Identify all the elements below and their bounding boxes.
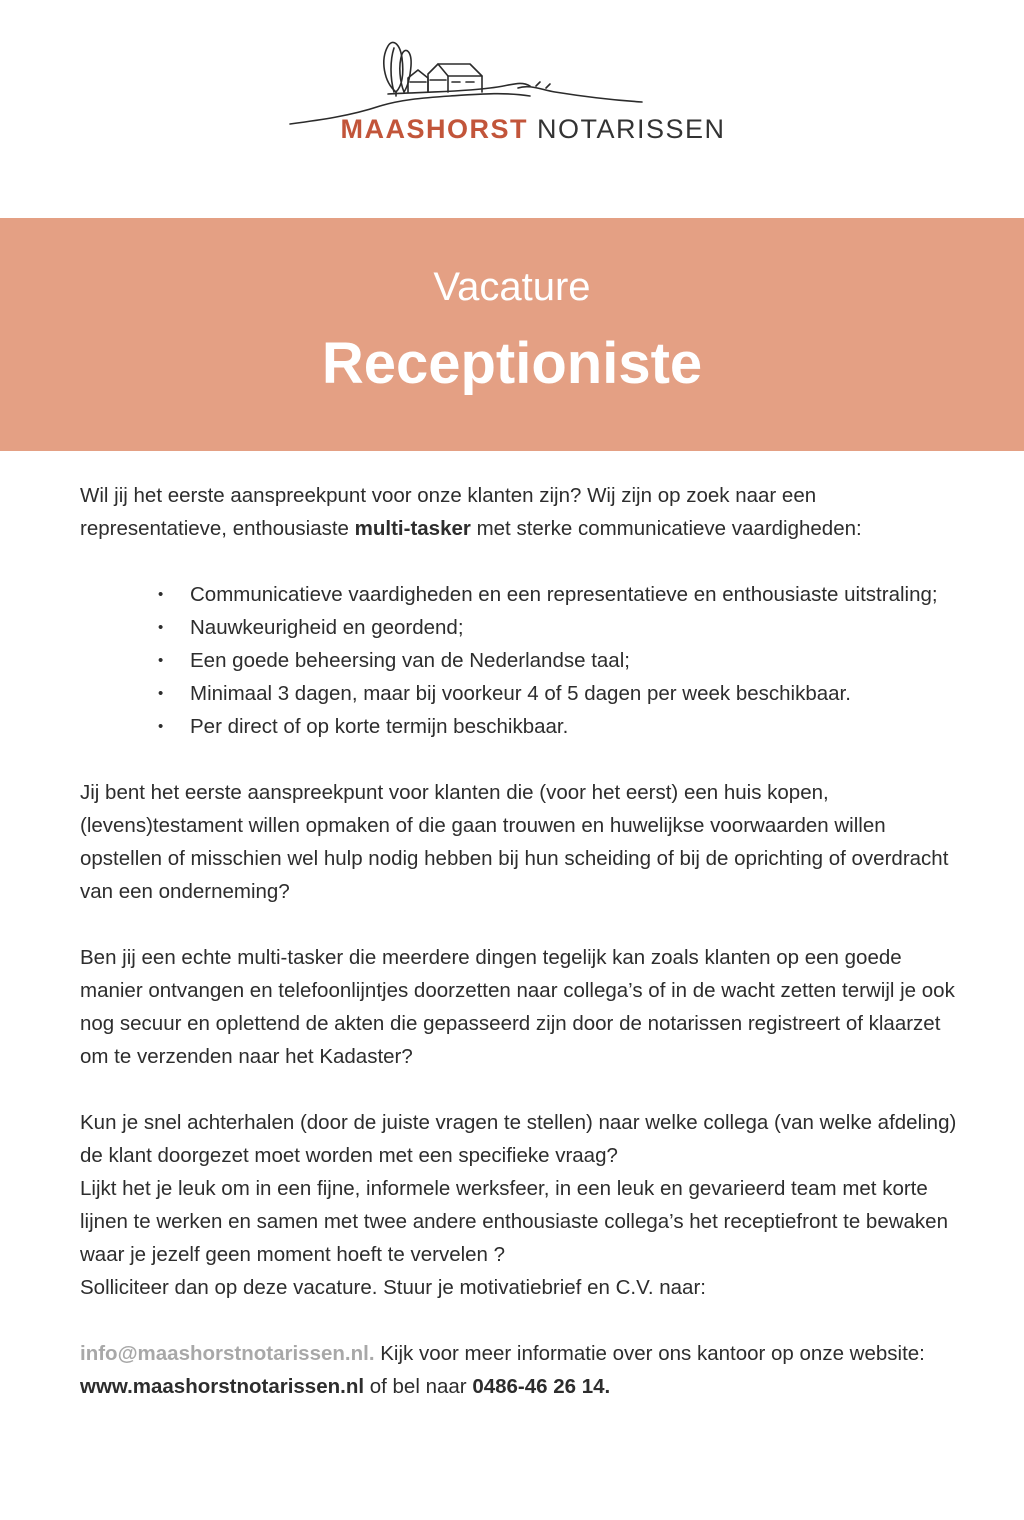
website-link[interactable]: www.maashorstnotarissen.nl	[80, 1375, 365, 1398]
company-name-light: NOTARISSEN	[536, 114, 726, 144]
phone-link[interactable]: 0486-46 26 14.	[472, 1375, 611, 1398]
intro-paragraph	[80, 479, 960, 545]
contact-text-2: of bel naar	[364, 1375, 473, 1398]
logo	[0, 0, 1024, 160]
vacancy-banner	[0, 218, 1024, 451]
list-item: • Nauwkeurigheid en geordend;	[190, 611, 960, 644]
company-name-strong: MAASHORST	[340, 114, 528, 144]
list-item: • Een goede beheersing van de Nederlandse taal;	[190, 644, 960, 677]
intro-text-1: Wil jij het eerste aanspreekpunt voor onze klanten zijn? Wij zijn op zoek naar een representatieve, enthousiaste	[80, 484, 817, 540]
paragraph-apply: Solliciteer dan op deze vacature. Stuur je motivatiebrief en C.V. naar:	[80, 1276, 706, 1299]
banner-subtitle: Vacature	[433, 265, 591, 309]
paragraph-team: Lijkt het je leuk om in een fijne, informele werksfeer, in een leuk en gevarieerd team met korte lijnen te werken en samen met twee andere enthousiaste collega’s het receptiefront te bewaken waar je jezelf geen moment hoeft te vervelen ?	[80, 1177, 948, 1266]
company-name	[0, 113, 1024, 145]
vacancy-content	[80, 479, 960, 1403]
banner-title: Receptioniste	[321, 331, 703, 396]
list-item: • Minimaal 3 dagen, maar bij voorkeur 4 of 5 dagen per week beschikbaar.	[190, 677, 960, 710]
requirements-list	[80, 578, 960, 743]
paragraph-question: Kun je snel achterhalen (door de juiste vragen te stellen) naar welke collega (van welke afdeling) de klant doorgezet moet worden met een specifieke vraag?	[80, 1111, 957, 1167]
contact-paragraph	[80, 1337, 960, 1403]
intro-text-2: met sterke communicatieve vaardigheden:	[470, 517, 862, 540]
list-item: • Communicatieve vaardigheden en een representatieve en enthousiaste uitstraling;	[190, 578, 960, 611]
paragraph-clients: Jij bent het eerste aanspreekpunt voor klanten die (voor het eerst) een huis kopen, (levens)testament willen opmaken of die gaan trouwen en huwelijkse voorwaarden willen opstellen of misschien wel hulp nodig hebben bij hun scheiding of bij de oprichting of overdracht van een onderneming?	[80, 781, 949, 903]
list-item: • Per direct of op korte termijn beschikbaar.	[190, 710, 960, 743]
contact-text-1: Kijk voor meer informatie over ons kantoor op onze website:	[374, 1342, 925, 1365]
intro-bold: multi-tasker	[354, 517, 471, 540]
email-link[interactable]: info@maashorstnotarissen.nl.	[80, 1342, 375, 1365]
paragraph-multitasker: Ben jij een echte multi-tasker die meerdere dingen tegelijk kan zoals klanten op een goede manier ontvangen en telefoonlijntjes doorzetten naar collega’s of in de wacht zetten terwijl je ook nog secuur en oplettend de akten die gepasseerd zijn door de notarissen registreert of klaarzet om te verzenden naar het Kadaster?	[80, 946, 955, 1068]
